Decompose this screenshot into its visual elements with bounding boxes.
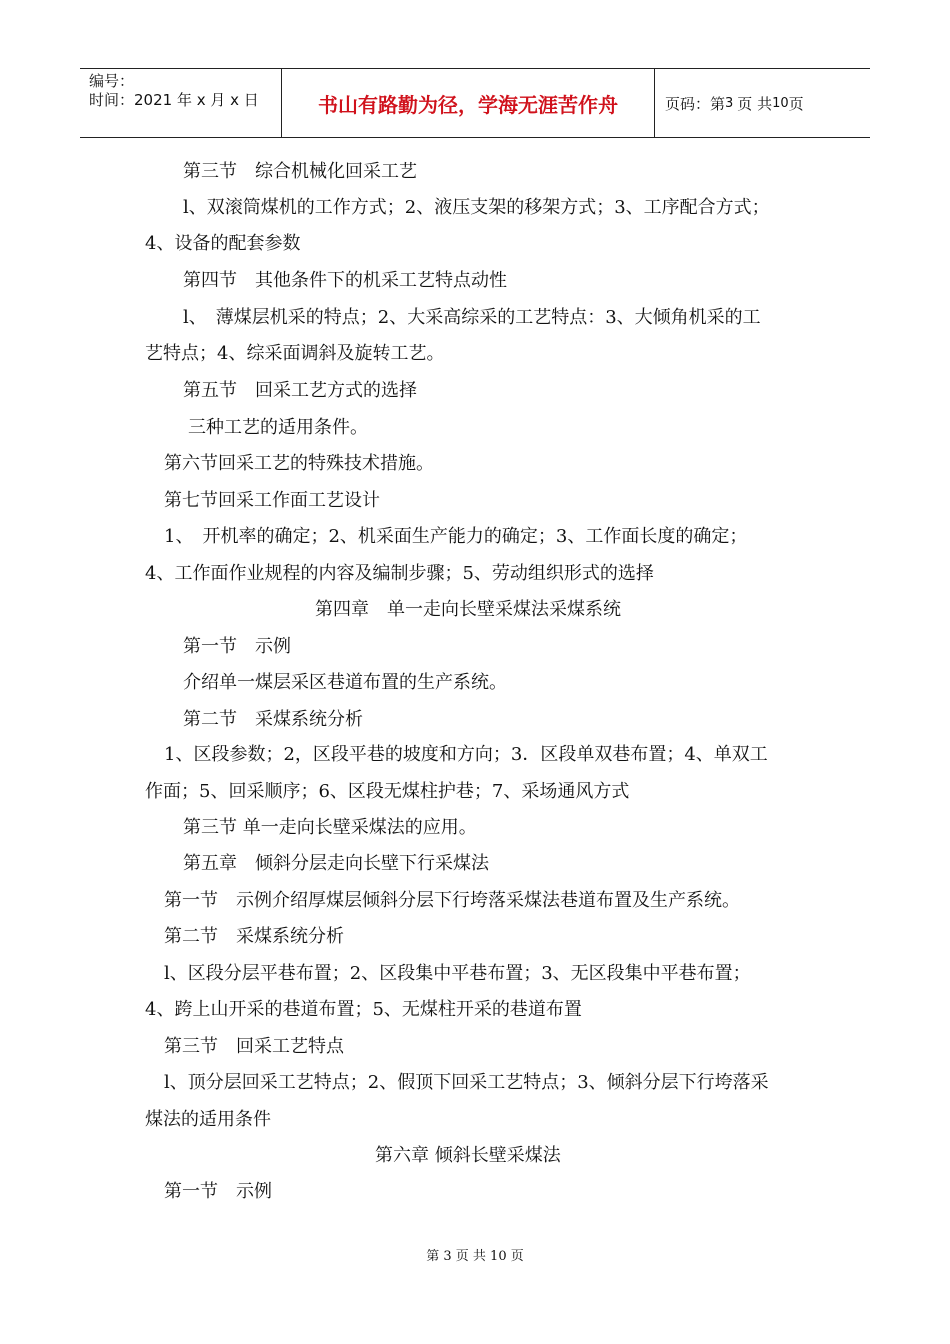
- paragraph-line: l、区段分层平巷布置；2、区段集中平巷布置；3、无区段集中平巷布置；: [164, 963, 751, 984]
- paragraph-line: 三种工艺的适用条件。: [188, 417, 368, 438]
- chapter-heading: 第四章 单一走向长壁采煤法采煤系统: [315, 599, 621, 620]
- page-prefix: 页码：第: [665, 94, 726, 113]
- section-heading: 第七节回采工作面工艺设计: [164, 490, 380, 511]
- paragraph-line: 作面；5、回采顺序；6、区段无煤柱护巷；7、采场通风方式: [145, 781, 630, 802]
- paragraph-line: 4、跨上山开采的巷道布置；5、无煤柱开采的巷道布置: [145, 999, 582, 1020]
- serial-label: 编号：: [89, 72, 135, 90]
- section-heading: 第五节 回采工艺方式的选择: [183, 380, 417, 401]
- section-heading: 第六节回采工艺的特殊技术措施。: [164, 453, 434, 474]
- page-header: [80, 68, 870, 138]
- paragraph-line: 艺特点；4、综采面调斜及旋转工艺。: [145, 343, 445, 364]
- date-label: 时间：2021 年 x 月 x 日: [89, 91, 259, 109]
- section-heading: 第四节 其他条件下的机采工艺特点动性: [183, 270, 507, 291]
- section-heading: 第三节 回采工艺特点: [164, 1036, 344, 1057]
- page-number: 3: [725, 95, 734, 111]
- chapter-heading: 第六章 倾斜长壁采煤法: [375, 1145, 561, 1166]
- section-heading: 第二节 采煤系统分析: [183, 709, 363, 730]
- page-suffix: 页: [788, 94, 804, 113]
- page-total: 10: [772, 95, 789, 111]
- paragraph-line: 1、 开机率的确定；2、机采面生产能力的确定；3、工作面长度的确定；: [164, 526, 748, 547]
- paragraph-line: l、 薄煤层机采的特点；2、大采高综采的工艺特点：3、大倾角机采的工: [183, 307, 761, 328]
- paragraph-line: 1、区段参数；2，区段平巷的坡度和方向；3．区段单双巷布置；4、单双工: [164, 744, 768, 765]
- section-heading: 第一节 示例介绍厚煤层倾斜分层下行垮落采煤法巷道布置及生产系统。: [164, 890, 740, 911]
- header-motto: 书山有路勤为径，学海无涯苦作舟: [282, 69, 655, 137]
- page-footer: 第 3 页 共 10 页: [426, 1249, 524, 1264]
- header-page-info: [655, 69, 870, 137]
- paragraph-line: l、顶分层回采工艺特点；2、假顶下回采工艺特点；3、倾斜分层下行垮落采: [164, 1072, 769, 1093]
- section-heading: 第一节 示例: [183, 636, 291, 657]
- chapter-heading: 第五章 倾斜分层走向长壁下行采煤法: [183, 853, 489, 874]
- section-heading: 第三节 单一走向长壁采煤法的应用。: [183, 817, 477, 838]
- section-heading: 第一节 示例: [164, 1181, 272, 1202]
- page-mid: 页 共: [737, 94, 773, 113]
- section-heading: 第三节 综合机械化回采工艺: [183, 161, 417, 182]
- header-meta: [80, 69, 282, 137]
- section-heading: 第二节 采煤系统分析: [164, 926, 344, 947]
- paragraph-line: 介绍单一煤层采区巷道布置的生产系统。: [183, 672, 507, 693]
- paragraph-line: 4、设备的配套参数: [145, 233, 301, 254]
- paragraph-line: l、双滚筒煤机的工作方式；2、液压支架的移架方式；3、工序配合方式；: [183, 197, 770, 218]
- paragraph-line: 煤法的适用条件: [145, 1109, 271, 1130]
- paragraph-line: 4、工作面作业规程的内容及编制步骤；5、劳动组织形式的选择: [145, 563, 654, 584]
